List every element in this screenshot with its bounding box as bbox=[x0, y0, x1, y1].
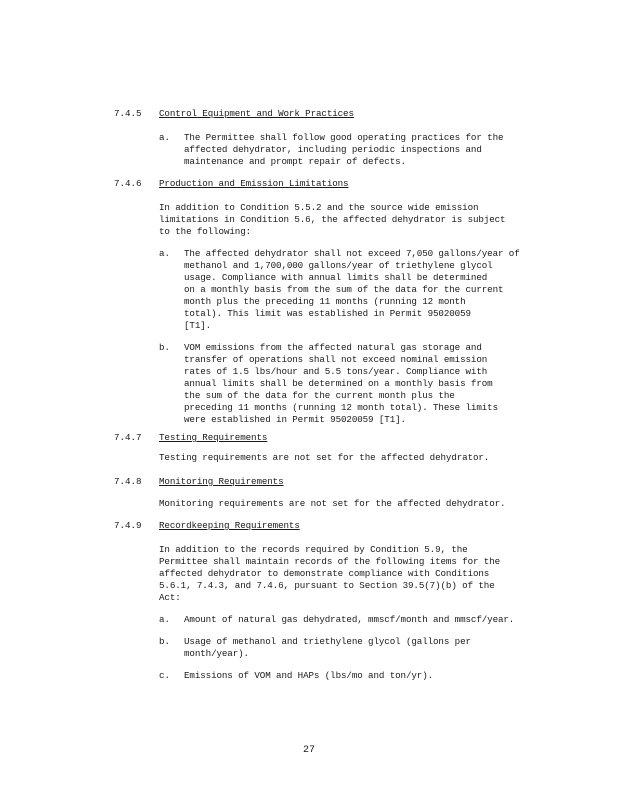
item-label: a. bbox=[159, 248, 171, 259]
section-number: 7.4.8 bbox=[114, 476, 142, 487]
intro-line: limitations in Condition 5.6, the affected dehydrator is subject bbox=[159, 214, 506, 225]
item-label: b. bbox=[159, 342, 171, 353]
item-label: b. bbox=[159, 636, 171, 647]
section-title: Recordkeeping Requirements bbox=[159, 520, 300, 531]
item-line: rates of 1.5 lbs/hour and 5.5 tons/year. Compliance with bbox=[184, 366, 488, 377]
intro-line: In addition to the records required by Condition 5.9, the bbox=[159, 544, 468, 555]
intro-line: Monitoring requirements are not set for the affected dehydrator. bbox=[159, 498, 506, 509]
item-line: usage. Compliance with annual limits shall be determined bbox=[184, 272, 488, 283]
item-line: Amount of natural gas dehydrated, mmscf/month and mmscf/year. bbox=[184, 614, 515, 625]
item-line: Usage of methanol and triethylene glycol (gallons per bbox=[184, 636, 471, 647]
section-number: 7.4.7 bbox=[114, 432, 142, 443]
item-line: month/year). bbox=[184, 648, 249, 659]
item-label: a. bbox=[159, 132, 171, 143]
item-label: c. bbox=[159, 670, 171, 681]
section-title: Monitoring Requirements bbox=[159, 476, 284, 487]
item-line: methanol and 1,700,000 gallons/year of triethylene glycol bbox=[184, 260, 493, 271]
intro-line: In addition to Condition 5.5.2 and the source wide emission bbox=[159, 202, 479, 213]
item-line: the sum of the data for the current month plus the bbox=[184, 390, 455, 401]
item-line: total). This limit was established in Permit 95020059 bbox=[184, 308, 471, 319]
item-line: month plus the preceding 11 months (running 12 month bbox=[184, 296, 466, 307]
intro-line: Permittee shall maintain records of the following items for the bbox=[159, 556, 501, 567]
intro-line: Testing requirements are not set for the affected dehydrator. bbox=[159, 452, 490, 463]
section-title: Control Equipment and Work Practices bbox=[159, 108, 354, 119]
item-line: Emissions of VOM and HAPs (lbs/mo and ton/yr). bbox=[184, 670, 434, 681]
intro-line: to the following: bbox=[159, 226, 252, 237]
item-line: on a monthly basis from the sum of the data for the current bbox=[184, 284, 504, 295]
item-line: The Permittee shall follow good operating practices for the bbox=[184, 132, 504, 143]
item-line: VOM emissions from the affected natural gas storage and bbox=[184, 342, 482, 353]
page-number: 27 bbox=[303, 745, 316, 756]
item-line: were established in Permit 95020059 [T1]. bbox=[184, 414, 406, 425]
item-line: annual limits shall be determined on a monthly basis from bbox=[184, 378, 493, 389]
section-number: 7.4.5 bbox=[114, 108, 142, 119]
intro-line: Act: bbox=[159, 592, 181, 603]
item-label: a. bbox=[159, 614, 171, 625]
section-title: Production and Emission Limitations bbox=[159, 178, 349, 189]
item-line: preceding 11 months (running 12 month total). These limits bbox=[184, 402, 498, 413]
item-line: affected dehydrator, including periodic inspections and bbox=[184, 144, 482, 155]
item-line: [T1]. bbox=[184, 320, 212, 331]
item-line: transfer of operations shall not exceed nominal emission bbox=[184, 354, 488, 365]
section-number: 7.4.6 bbox=[114, 178, 142, 189]
intro-line: affected dehydrator to demonstrate compliance with Conditions bbox=[159, 568, 490, 579]
item-line: maintenance and prompt repair of defects. bbox=[184, 156, 406, 167]
intro-line: 5.6.1, 7.4.3, and 7.4.6, pursuant to Section 39.5(7)(b) of the bbox=[159, 580, 495, 591]
item-line: The affected dehydrator shall not exceed 7,050 gallons/year of bbox=[184, 248, 520, 259]
section-title: Testing Requirements bbox=[159, 432, 268, 443]
section-number: 7.4.9 bbox=[114, 520, 142, 531]
